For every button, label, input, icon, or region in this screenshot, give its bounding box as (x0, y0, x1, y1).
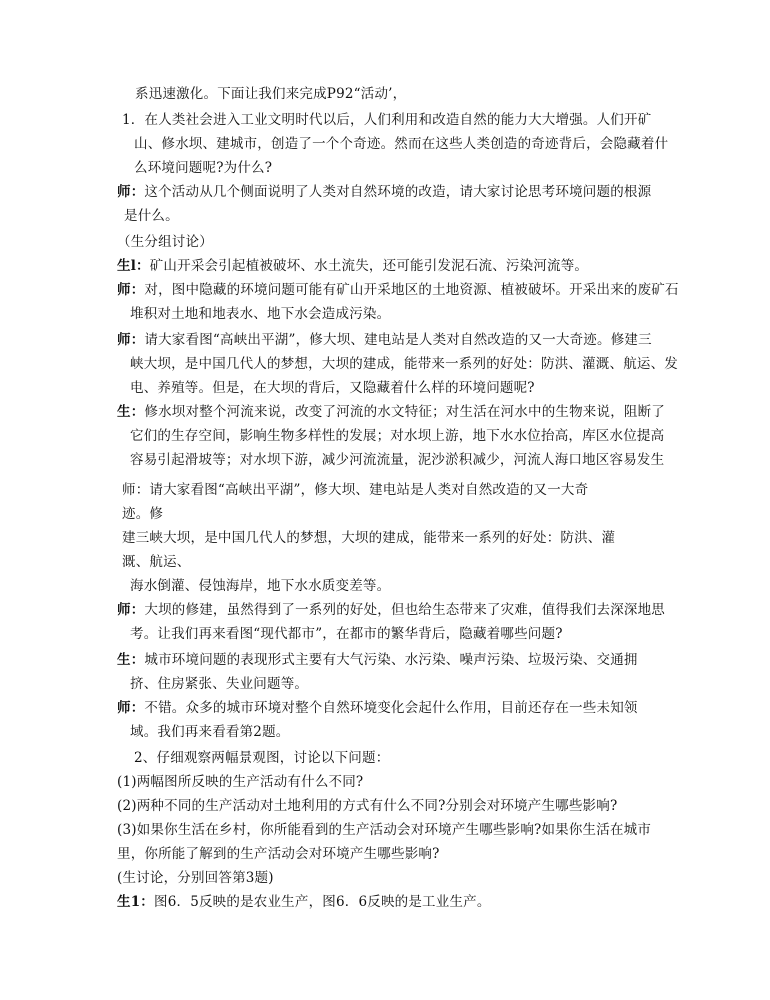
text-line: (2)两种不同的生产活动对土地利用的方式有什么不同?分别会对环境产生哪些影响? (117, 798, 618, 814)
text-line: 么环境问题呢?为什么? (134, 160, 273, 176)
speaker-label: 生1： (117, 894, 154, 910)
dialogue-line: 师：大坝的修建，虽然得到了一系列的好处，但也给生态带来了灾难，值得我们去深深地思 (117, 602, 666, 618)
speaker-label: 师： (117, 282, 145, 298)
speaker-label: 生： (117, 652, 145, 668)
text-line: 1．在人类社会进入工业文明时代以后，人们利用和改造自然的能力大大增强。人们开矿 (122, 112, 652, 128)
text-line: 2、仔细观察两幅景观图，讨论以下问题： (134, 750, 390, 766)
text-line: （生分组讨论） (117, 234, 213, 250)
text-line: 山、修水坝、建城市，创造了一个个奇迹。然而在这些人类创造的奇迹背后，会隐藏着什 (134, 136, 669, 152)
text-line: (3)如果你生活在乡村，你所能看到的生产活动会对环境产生哪些影响?如果你生活在城市 (117, 822, 652, 838)
speaker-label: 师： (117, 700, 145, 716)
dialogue-line: 生l：矿山开采会引起植被破坏、水土流失，还可能引发泥石流、污染河流等。 (117, 258, 589, 274)
dialogue-line: 生：修水坝对整个河流来说，改变了河流的水文特征；对生活在河水中的生物来说，阻断了 (117, 404, 666, 420)
dialogue-line: 生1：图6．5反映的是农业生产，图6．6反映的是工业生产。 (117, 894, 491, 910)
text-line: 迹。修 (122, 506, 164, 522)
dialogue-line: 师：不错。众多的城市环境对整个自然环境变化会起什么作用，目前还存在一些未知领 (117, 700, 638, 716)
text-line: 建三峡大坝，是中国几代人的梦想，大坝的建成，能带来一系列的好处：防洪、灌 (122, 530, 616, 546)
text-line: 域。我们再来看看第2题。 (130, 724, 290, 740)
text-line: 溉、航运、 (122, 554, 191, 570)
text-line: 挤、住房紧张、失业问题等。 (130, 676, 309, 692)
dialogue-line: 师：请大家看图“高峡出平湖”，修大坝、建电站是人类对自然改造的又一大奇迹。修建三 (117, 332, 652, 348)
text-line: 容易引起滑坡等；对水坝下游，减少河流流量，泥沙淤积减少，河流人海口地区容易发生 (130, 452, 665, 468)
text-line: (1)两幅图所反映的生产活动有什么不同? (117, 774, 364, 790)
speaker-label: 师： (117, 602, 145, 618)
speaker-label: 生： (117, 404, 145, 420)
text-line: 里，你所能了解到的生产活动会对环境产生哪些影响? (117, 846, 440, 862)
dialogue-line: 师：对，图中隐藏的环境问题可能有矿山开采地区的土地资源、植被破坏。开采出来的废矿石 (117, 282, 679, 298)
speaker-label: 生l： (117, 258, 150, 274)
text-line: 是什么。 (124, 208, 179, 224)
text-line: 电、养殖等。但是，在大坝的背后，又隐藏着什么样的环境问题呢? (130, 380, 535, 396)
speaker-label: 师： (117, 184, 145, 200)
text-line: 系迅速激化。下面让我们来完成P92“活动’， (135, 86, 407, 102)
text-line: 它们的生存空间，影响生物多样性的发展；对水坝上游，地下水水位抬高，库区水位提高 (130, 428, 665, 444)
text-line: 考。让我们再来看图“现代都市”，在都市的繁华背后，隐藏着哪些问题? (130, 626, 563, 642)
speaker-label: 师： (117, 332, 145, 348)
dialogue-line: 师：这个活动从几个侧面说明了人类对自然环境的改造，请大家讨论思考环境问题的根源 (117, 184, 652, 200)
dialogue-line: 生：城市环境问题的表现形式主要有大气污染、水污染、噪声污染、垃圾污染、交通拥 (117, 652, 638, 668)
text-line: 峡大坝，是中国几代人的梦想，大坝的建成，能带来一系列的好处：防洪、灌溉、航运、发 (130, 356, 678, 372)
text-line: (生讨论，分别回答第3题) (117, 870, 274, 886)
text-line: 海水倒灌、侵蚀海岸，地下水水质变差等。 (130, 578, 391, 594)
text-line: 堆积对土地和地表水、地下水会造成污染。 (130, 306, 391, 322)
text-line: 师：请大家看图“高峡出平湖”，修大坝、建电站是人类对自然改造的又一大奇 (122, 482, 589, 498)
